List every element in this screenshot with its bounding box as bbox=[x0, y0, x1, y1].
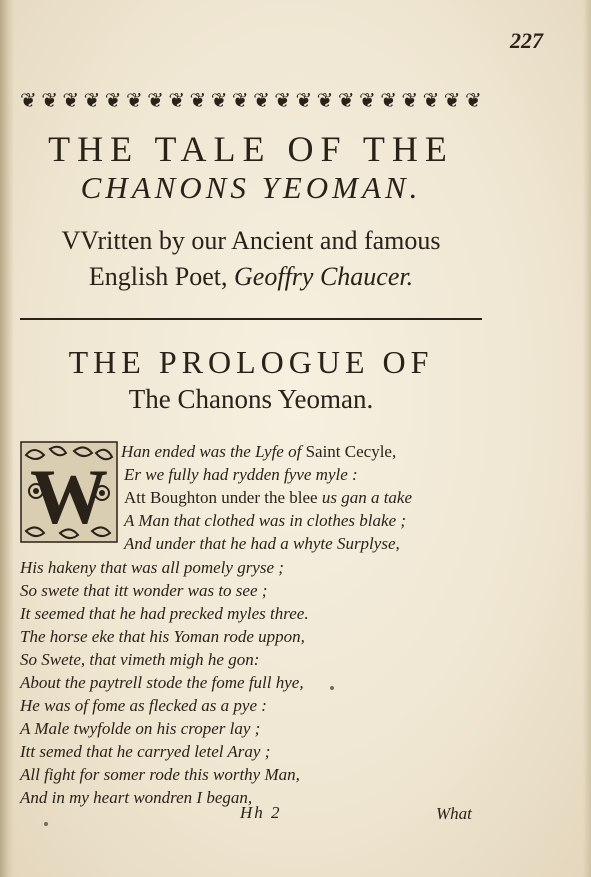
verse-text: Han ended was the Lyfe of bbox=[121, 442, 306, 461]
ornament-icon: ❦ bbox=[125, 90, 143, 112]
ornament-icon: ❦ bbox=[253, 90, 270, 112]
title-line-2: CHANONS YEOMAN. bbox=[80, 170, 422, 205]
page-edge-shadow bbox=[583, 0, 591, 877]
page-number: 227 bbox=[510, 28, 543, 53]
verse-line bbox=[20, 650, 259, 670]
verse-line bbox=[20, 742, 270, 762]
ornament-icon: ❦ bbox=[83, 90, 101, 112]
verse-text: About the paytrell stode the fome full hye, bbox=[20, 673, 304, 692]
ornament-icon: ❦ bbox=[359, 90, 376, 112]
verse-line bbox=[20, 581, 267, 601]
page-speck bbox=[44, 822, 48, 826]
verse-line bbox=[121, 442, 396, 462]
page-speck bbox=[330, 686, 334, 690]
subtitle-line-2 bbox=[18, 262, 484, 292]
subtitle-text: English Poet, bbox=[88, 262, 235, 291]
page-gutter-shadow bbox=[0, 0, 14, 877]
ornament-icon: ❦ bbox=[189, 90, 207, 112]
ornament-icon: ❦ bbox=[274, 90, 292, 112]
verse-line bbox=[20, 558, 284, 578]
verse-line bbox=[124, 465, 358, 485]
verse-text: us gan a take bbox=[321, 488, 413, 507]
title-line-1: THE TALE OF THE bbox=[48, 129, 454, 169]
ornamental-border bbox=[20, 89, 482, 113]
verse-text: He was of fome as flecked as a pye : bbox=[20, 696, 267, 715]
prologue-subheading: The Chanons Yeoman. bbox=[128, 384, 374, 414]
ornament-icon: ❦ bbox=[422, 90, 440, 112]
verse-text: And under that he had a whyte Surplyse, bbox=[124, 534, 400, 553]
verse-line bbox=[20, 673, 304, 693]
catchword: What bbox=[436, 804, 472, 823]
ornament-icon: ❦ bbox=[316, 90, 334, 112]
ornament-icon: ❦ bbox=[41, 90, 58, 112]
initial-letter: W bbox=[30, 453, 108, 540]
ornament-icon: ❦ bbox=[231, 90, 249, 112]
horizontal-rule bbox=[20, 318, 482, 320]
ornament-icon: ❦ bbox=[20, 90, 37, 112]
verse-text: So Swete, that vimeth migh he gon: bbox=[20, 650, 260, 669]
verse-text: A Man that clothed was in clothes blake ; bbox=[124, 511, 407, 530]
ornament-icon: ❦ bbox=[168, 90, 186, 112]
ornament-icon: ❦ bbox=[104, 90, 122, 112]
verse-roman-text: Att Boughton under the blee bbox=[124, 488, 322, 507]
verse-text: Itt semed that he carryed letel Aray ; bbox=[20, 742, 271, 761]
verse-text: The horse eke that his Yoman rode uppon, bbox=[20, 627, 305, 646]
verse-text: So swete that itt wonder was to see ; bbox=[20, 581, 268, 600]
verse-line bbox=[20, 627, 305, 647]
verse-line bbox=[20, 788, 252, 808]
signature-mark: Hh 2 bbox=[240, 803, 282, 822]
verse-text: All fight for somer rode this worthy Man, bbox=[20, 765, 300, 784]
ornament-icon: ❦ bbox=[443, 90, 461, 112]
ornament-icon: ❦ bbox=[147, 90, 164, 112]
verse-line bbox=[124, 488, 412, 508]
verse-line bbox=[124, 534, 400, 554]
verse-line bbox=[20, 765, 300, 785]
ornament-icon: ❦ bbox=[337, 90, 355, 112]
ornament-icon: ❦ bbox=[380, 90, 397, 112]
ornament-icon: ❦ bbox=[295, 90, 313, 112]
ornament-icon: ❦ bbox=[401, 90, 419, 112]
verse-text: And in my heart wondren I began, bbox=[20, 788, 253, 807]
author-name: Geoffry Chaucer. bbox=[234, 262, 414, 291]
verse-line bbox=[20, 719, 260, 739]
verse-line bbox=[20, 696, 267, 716]
verse-roman-text: Saint Cecyle, bbox=[305, 442, 397, 461]
verse-text: A Male twyfolde on his croper lay ; bbox=[20, 719, 261, 738]
verse-line bbox=[20, 604, 309, 624]
verse-text: Er we fully had rydden fyve myle : bbox=[124, 465, 358, 484]
subtitle-line-1: VVritten by our Ancient and famous bbox=[61, 226, 441, 255]
verse-text: It seemed that he had precked myles three. bbox=[20, 604, 309, 623]
verse-text: His hakeny that was all pomely gryse ; bbox=[20, 558, 284, 577]
ornament-icon: ❦ bbox=[464, 90, 482, 112]
ornament-icon: ❦ bbox=[62, 90, 80, 112]
verse-line bbox=[124, 511, 406, 531]
ornament-icon: ❦ bbox=[210, 90, 228, 112]
decorated-initial-w bbox=[20, 441, 118, 543]
prologue-heading: THE PROLOGUE OF bbox=[68, 344, 434, 380]
